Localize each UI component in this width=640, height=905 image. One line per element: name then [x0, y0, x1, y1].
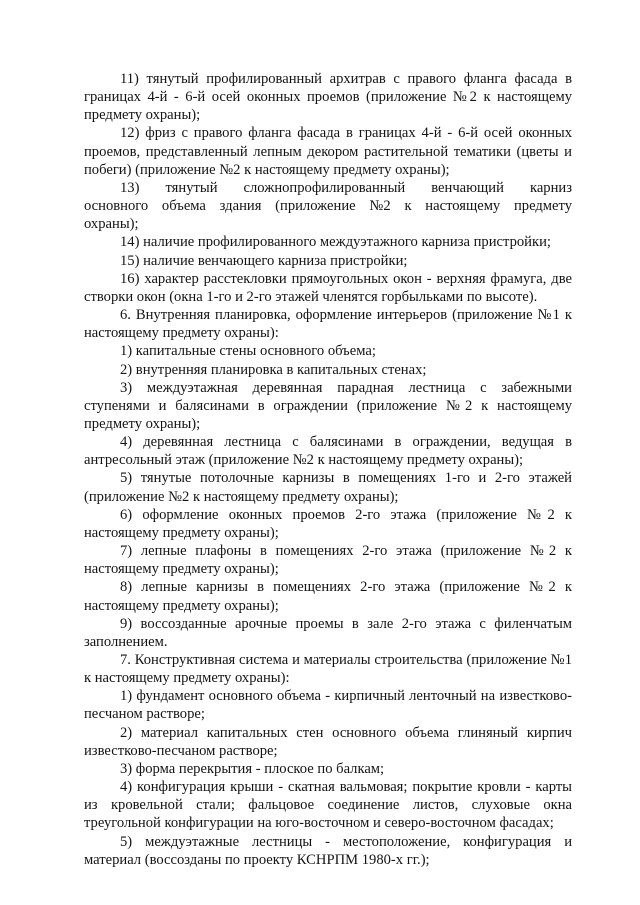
- paragraph-item-11: 11) тянутый профилированный архитрав с правого фланга фасада в границах 4-й - 6-й осей оконных проемов (приложение №2 к настоящему предмету охраны);: [84, 71, 572, 124]
- section-6-heading: 6. Внутренняя планировка, оформление интерьеров (приложение №1 к настоящему предмету охраны):: [84, 307, 572, 342]
- section-7-item-4: 4) конфигурация крыши - скатная вальмовая; покрытие кровли - карты из кровельной стали; фальцовое соединение листов, слуховые окна треугольной конфигурации на юго-восточном и северо-восточном фасадах;: [84, 779, 572, 832]
- paragraph-item-15: 15) наличие венчающего карниза пристройки;: [120, 252, 408, 269]
- section-6-item-5: 5) тянутые потолочные карнизы в помещениях 1-го и 2-го этажей (приложение №2 к настоящему предмету охраны);: [84, 470, 572, 505]
- paragraph-item-16: 16) характер расстекловки прямоугольных окон - верхняя фрамуга, две створки окон (окна 1-го и 2-го этажей членятся горбыльками по высоте).: [84, 270, 572, 305]
- section-6-item-2: 2) внутренняя планировка в капитальных стенах;: [120, 361, 427, 378]
- paragraph-item-13: 13) тянутый сложнопрофилированный венчающий карниз основного объема здания (приложение №2 к настоящему предмету охраны);: [84, 179, 572, 233]
- section-6-item-7: 7) лепные плафоны в помещениях 2-го этажа (приложение №2 к настоящему предмету охраны);: [84, 543, 572, 578]
- section-6-item-1: 1) капитальные стены основного объема;: [120, 343, 376, 360]
- section-6-item-9: 9) воссозданные арочные проемы в зале 2-го этажа с филенчатым заполнением.: [84, 615, 572, 650]
- section-7-item-3: 3) форма перекрытия - плоское по балкам;: [120, 760, 385, 777]
- section-7-item-1: 1) фундамент основного объема - кирпичный ленточный на известково-песчаном растворе;: [84, 688, 572, 723]
- section-7-heading: 7. Конструктивная система и материалы строительства (приложение №1 к настоящему предмету охраны):: [84, 652, 572, 687]
- section-6-item-4: 4) деревянная лестница с балясинами в ограждении, ведущая в антресольный этаж (приложение №2 к настоящему предмету охраны);: [84, 434, 572, 469]
- section-6-item-6: 6) оформление оконных проемов 2-го этажа (приложение №2 к настоящему предмету охраны);: [84, 506, 572, 541]
- paragraph-item-12: 12) фриз с правого фланга фасада в границах 4-й - 6-й осей оконных проемов, представленный лепным декором растительной тематики (цветы и побеги) (приложение №2 к настоящему предмету охраны);: [84, 125, 572, 178]
- section-7-item-2: 2) материал капитальных стен основного объема глиняный кирпич известково-песчаном растворе;: [84, 724, 572, 759]
- document-page: [84, 70, 572, 869]
- section-6-item-3: 3) междуэтажная деревянная парадная лестница с забежными ступенями и балясинами в ограждении (приложение №2 к настоящему предмету охраны);: [84, 379, 572, 432]
- section-7-item-5: 5) междуэтажные лестницы - местоположение, конфигурация и материал (воссозданы по проекту КСНРПМ 1980-х гг.);: [84, 833, 572, 868]
- paragraph-item-14: 14) наличие профилированного междуэтажного карниза пристройки;: [120, 234, 551, 251]
- section-6-item-8: 8) лепные карнизы в помещениях 2-го этажа (приложение №2 к настоящему предмету охраны);: [84, 579, 572, 614]
